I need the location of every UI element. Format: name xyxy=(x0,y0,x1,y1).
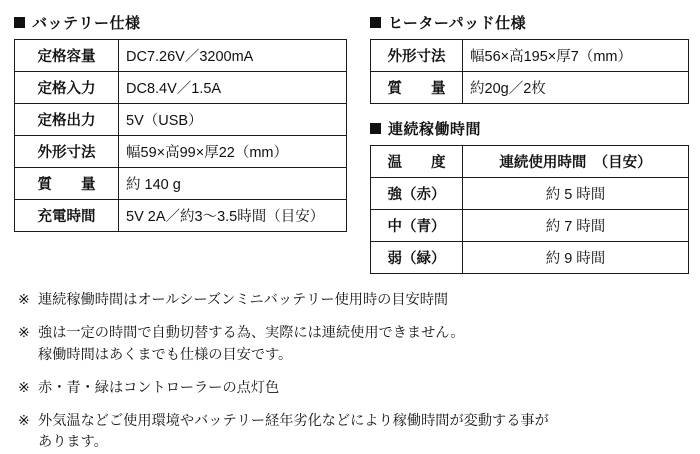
table-row xyxy=(15,40,347,72)
note-text-line2: 稼働時間はあくまでも仕様の目安です。 xyxy=(38,346,293,363)
battery-heading-label: バッテリー仕様 xyxy=(32,15,141,32)
heater-row-label: 外形寸法 xyxy=(371,40,463,72)
runtime-heading-label: 連続稼働時間 xyxy=(388,121,482,138)
heater-runtime-column xyxy=(358,12,690,274)
note-text-line2: あります。 xyxy=(38,434,108,451)
note-item xyxy=(18,290,690,311)
note-item xyxy=(18,378,690,399)
table-row xyxy=(15,136,347,168)
battery-row-value: 5V 2A／約3〜3.5時間（目安） xyxy=(119,200,347,232)
battery-row-label: 外形寸法 xyxy=(15,136,119,168)
battery-row-label: 充電時間 xyxy=(15,200,119,232)
table-row xyxy=(15,72,347,104)
note-text xyxy=(38,411,690,454)
section-spacer xyxy=(370,104,690,118)
note-text: 連続稼働時間はオールシーズンミニバッテリー使用時の目安時間 xyxy=(38,292,449,308)
heater-heading-label: ヒーターパッド仕様 xyxy=(388,15,527,32)
square-bullet-icon xyxy=(370,123,381,134)
runtime-row-label: 強（赤） xyxy=(371,178,463,210)
heater-row-label: 質 量 xyxy=(371,72,463,104)
runtime-table xyxy=(370,145,689,274)
note-text xyxy=(38,323,690,366)
battery-row-value: 5V（USB） xyxy=(119,104,347,136)
table-row xyxy=(15,168,347,200)
runtime-row-label: 弱（緑） xyxy=(371,242,463,274)
runtime-row-value: 約 9 時間 xyxy=(463,242,689,274)
runtime-header-duration: 連続使用時間 （目安） xyxy=(463,146,689,178)
runtime-row-value: 約 7 時間 xyxy=(463,210,689,242)
note-text: 赤・青・緑はコントローラーの点灯色 xyxy=(38,379,280,396)
battery-row-label: 定格容量 xyxy=(15,40,119,72)
note-mark-icon: ※ xyxy=(18,292,30,308)
runtime-row-label: 中（青） xyxy=(371,210,463,242)
battery-column xyxy=(14,12,358,232)
battery-row-label: 定格出力 xyxy=(15,104,119,136)
spec-columns xyxy=(14,12,690,274)
heater-section-heading xyxy=(370,12,690,33)
table-row xyxy=(371,40,689,72)
battery-row-label: 定格入力 xyxy=(15,72,119,104)
runtime-header-temperature: 温 度 xyxy=(371,146,463,178)
table-row xyxy=(371,242,689,274)
heater-spec-table xyxy=(370,39,689,104)
note-text-line1: 外気温などご使用環境やバッテリー経年劣化などにより稼働時間が変動する事が xyxy=(38,413,549,430)
table-row xyxy=(371,178,689,210)
battery-row-value: DC8.4V／1.5A xyxy=(119,72,347,104)
battery-row-value: 幅59×高99×厚22（mm） xyxy=(119,136,347,168)
square-bullet-icon xyxy=(370,17,381,28)
table-row xyxy=(15,104,347,136)
note-item xyxy=(18,411,690,454)
note-item xyxy=(18,323,690,366)
note-mark-icon: ※ xyxy=(18,379,30,396)
square-bullet-icon xyxy=(14,17,25,28)
heater-row-value: 幅56×高195×厚7（mm） xyxy=(463,40,689,72)
notes-list xyxy=(18,290,690,454)
runtime-section-heading xyxy=(370,118,690,139)
table-header-row xyxy=(371,146,689,178)
note-text-line1: 強は一定の時間で自動切替する為、実際には連続使用できません。 xyxy=(38,325,465,342)
runtime-row-value: 約 5 時間 xyxy=(463,178,689,210)
battery-spec-table xyxy=(14,39,347,232)
battery-section-heading xyxy=(14,12,358,33)
battery-row-label: 質 量 xyxy=(15,168,119,200)
table-row xyxy=(371,210,689,242)
table-row xyxy=(15,200,347,232)
note-mark-icon: ※ xyxy=(18,413,30,430)
battery-row-value: DC7.26V／3200mA xyxy=(119,40,347,72)
battery-row-value: 約 140 g xyxy=(119,168,347,200)
table-row xyxy=(371,72,689,104)
heater-row-value: 約20g／2枚 xyxy=(463,72,689,104)
note-mark-icon: ※ xyxy=(18,325,30,342)
